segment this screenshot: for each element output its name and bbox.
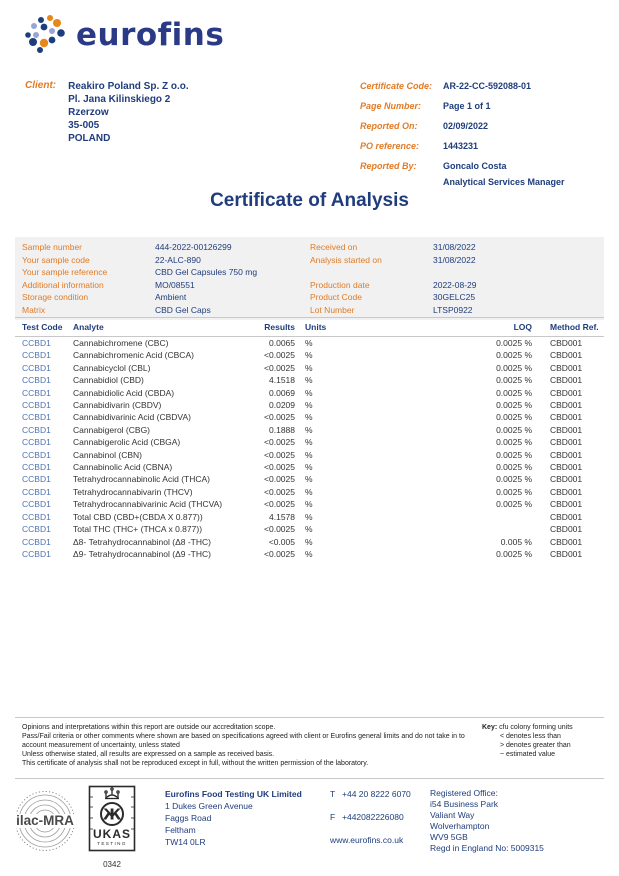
analyte-cell: Total THC (THC+ (THCA x 0.877)): [73, 524, 203, 535]
loq-cell: 0.005 %: [500, 536, 532, 547]
client-address-line: Reakiro Poland Sp. Z o.o.: [68, 81, 189, 92]
method-ref-cell: CBD001: [550, 449, 583, 460]
key-legend: [482, 723, 612, 759]
units-cell: %: [305, 462, 313, 473]
phone-number: +44 20 8222 6070: [342, 789, 411, 799]
meta-row: [360, 140, 600, 156]
laboratory-name: Eurofins Food Testing UK Limited: [165, 789, 302, 799]
test-code-cell: CCBD1: [22, 400, 51, 411]
method-ref-cell: CBD001: [550, 437, 583, 448]
test-code-cell: CCBD1: [22, 375, 51, 386]
result-cell: <0.0025: [264, 486, 295, 497]
sample-info-value: 30GELC25: [433, 292, 476, 302]
loq-cell: 0.0025 %: [496, 350, 532, 361]
footer: [0, 785, 619, 875]
sample-info-label: Analysis started on: [310, 254, 382, 265]
result-row: [15, 536, 604, 548]
units-cell: %: [305, 437, 313, 448]
meta-label: Reported On:: [360, 121, 418, 131]
analyte-cell: Cannabichromenic Acid (CBCA): [73, 350, 194, 361]
result-row: [15, 486, 604, 498]
result-cell: <0.0025: [264, 437, 295, 448]
ukas-accreditation-number: 0342: [103, 860, 121, 869]
registered-office-line: i54 Business Park: [430, 799, 499, 809]
meta-label: Page Number:: [360, 101, 422, 111]
loq-cell: 0.0025 %: [496, 486, 532, 497]
result-cell: 4.1578: [269, 511, 295, 522]
meta-row: [360, 160, 600, 188]
col-header-units: Units: [295, 318, 445, 337]
sample-info-row: [15, 304, 604, 317]
test-code-cell: CCBD1: [22, 424, 51, 435]
test-code-cell: CCBD1: [22, 449, 51, 460]
result-row: [15, 411, 604, 423]
key-first-line: cfu colony forming units: [499, 724, 573, 731]
sample-info-value: 444-2022-00126299: [155, 242, 232, 252]
result-cell: <0.0025: [264, 412, 295, 423]
test-code-cell: CCBD1: [22, 338, 51, 348]
sample-info-row: [15, 254, 604, 267]
method-ref-cell: CBD001: [550, 474, 583, 485]
col-header-analyte: Analyte: [73, 318, 243, 337]
result-cell: <0.0025: [264, 499, 295, 510]
key-line: ~ estimated value: [500, 751, 556, 758]
result-cell: 0.0069: [269, 387, 295, 398]
loq-cell: 0.0025 %: [496, 362, 532, 373]
sample-info-label: Your sample reference: [22, 267, 108, 277]
test-code-cell: CCBD1: [22, 387, 51, 398]
analyte-cell: Cannabidivarin (CBDV): [73, 400, 162, 411]
units-cell: %: [305, 524, 313, 535]
loq-cell: 0.0025 %: [496, 338, 532, 348]
result-cell: <0.0025: [264, 474, 295, 485]
disclaimer-line: This certificate of analysis shall not be reproduced except in full, without the written permission of the laboratory.: [22, 760, 369, 767]
laboratory-address-line: Faggs Road: [165, 813, 212, 823]
result-row: [15, 337, 604, 350]
sample-info-row: [15, 279, 604, 292]
analyte-cell: Cannabidivarinic Acid (CBDVA): [73, 412, 191, 423]
result-row: [15, 436, 604, 448]
key-label: Key:: [482, 724, 498, 731]
disclaimer-line: Pass/Fail criteria or other comments where shown are based on specifications agreed with client or Eurofins general limits and do not take in to account measurement of uncertainty, unless stated: [22, 733, 465, 749]
client-address-line: POLAND: [68, 133, 111, 144]
result-cell: 0.0209: [269, 400, 295, 411]
divider-top: [15, 717, 604, 718]
laboratory-address-line: TW14 0LR: [165, 837, 206, 847]
method-ref-cell: CBD001: [550, 536, 583, 547]
result-cell: <0.005: [268, 536, 295, 547]
method-ref-cell: CBD001: [550, 462, 583, 473]
sample-info-label: [310, 266, 433, 279]
result-row: [15, 387, 604, 399]
analyte-cell: Cannabichromene (CBC): [73, 338, 169, 348]
sample-info-label: Production date: [310, 279, 370, 290]
meta-label: Certificate Code:: [360, 81, 433, 91]
sample-info-label: Matrix: [22, 304, 46, 315]
result-row: [15, 449, 604, 461]
svg-text:UKAS: UKAS: [92, 827, 132, 841]
sample-info-value: 22-ALC-890: [155, 254, 201, 265]
registered-office-block: [430, 788, 544, 854]
result-row: [15, 511, 604, 523]
sample-info-label: Lot Number: [310, 304, 355, 315]
sample-info-label: Storage condition: [22, 292, 89, 302]
divider-bottom: [15, 778, 604, 779]
client-address-line: Rzerzow: [68, 107, 109, 118]
col-header-method: Method Ref.: [538, 318, 604, 337]
loq-cell: 0.0025 %: [496, 437, 532, 448]
analyte-cell: Cannabinolic Acid (CBNA): [73, 462, 173, 473]
units-cell: %: [305, 400, 313, 411]
loq-cell: 0.0025 %: [496, 387, 532, 398]
units-cell: %: [305, 362, 313, 373]
sample-info-label: Received on: [310, 242, 358, 252]
loq-cell: 0.0025 %: [496, 375, 532, 386]
result-cell: <0.0025: [264, 462, 295, 473]
sample-info-value: [433, 266, 604, 279]
report-meta: [360, 80, 600, 192]
sample-info-row: [15, 291, 604, 304]
analyte-cell: Cannabinol (CBN): [73, 449, 142, 460]
method-ref-cell: CBD001: [550, 375, 583, 386]
units-cell: %: [305, 511, 313, 522]
result-row: [15, 498, 604, 510]
registered-office-line: Regd in England No: 5009315: [430, 843, 544, 853]
sample-info-label: Sample number: [22, 242, 83, 252]
result-row: [15, 399, 604, 411]
result-row: [15, 374, 604, 386]
test-code-cell: CCBD1: [22, 437, 51, 448]
brand-wordmark: eurofins: [76, 17, 225, 53]
meta-value: 1443231: [443, 141, 479, 151]
client-address: [68, 80, 189, 145]
result-cell: <0.0025: [264, 548, 295, 559]
units-cell: %: [305, 424, 313, 435]
sample-info-value: 2022-08-29: [433, 279, 477, 290]
ukas-logo: [88, 785, 136, 869]
analyte-cell: Cannabicyclol (CBL): [73, 362, 151, 373]
sample-info-row: [15, 241, 604, 254]
analyte-cell: Tetrahydrocannabivarinic Acid (THCVA): [73, 499, 223, 510]
method-ref-cell: CBD001: [550, 524, 583, 535]
disclaimer-text: [22, 723, 474, 768]
meta-label: PO reference:: [360, 141, 420, 151]
analyte-cell: Cannabidiol (CBD): [73, 375, 144, 386]
units-cell: %: [305, 536, 313, 547]
test-code-cell: CCBD1: [22, 362, 51, 373]
sample-info-value: Ambient: [155, 292, 187, 302]
svg-text:TESTING: TESTING: [97, 841, 127, 846]
method-ref-cell: CBD001: [550, 499, 583, 510]
contact-block: [330, 788, 411, 857]
ilac-mra-logo: [13, 789, 77, 858]
col-header-loq: LOQ: [445, 318, 538, 337]
sample-info-value: CBD Gel Capsules 750 mg: [155, 267, 258, 277]
test-code-cell: CCBD1: [22, 548, 51, 559]
key-line: > denotes greater than: [500, 742, 571, 749]
units-cell: %: [305, 338, 313, 348]
results-table: [15, 317, 604, 560]
result-row: [15, 362, 604, 374]
units-cell: %: [305, 350, 313, 361]
units-cell: %: [305, 486, 313, 497]
analyte-cell: Tetrahydrocannabinolic Acid (THCA): [73, 474, 211, 485]
laboratory-address: [165, 788, 302, 848]
svg-text:ilac-MRA: ilac-MRA: [16, 813, 74, 828]
laboratory-address-line: Feltham: [165, 825, 196, 835]
analyte-cell: Tetrahydrocannabivarin (THCV): [73, 486, 193, 497]
sample-info-label: Additional information: [22, 279, 104, 290]
method-ref-cell: CBD001: [550, 548, 583, 559]
method-ref-cell: CBD001: [550, 387, 583, 398]
result-cell: <0.0025: [264, 524, 295, 535]
meta-row: [360, 120, 600, 136]
result-cell: <0.0025: [264, 362, 295, 373]
result-cell: 0.0065: [269, 338, 295, 348]
result-row: [15, 548, 604, 560]
registered-office-line: Valiant Way: [430, 810, 475, 820]
meta-value: AR-22-CC-592088-01: [443, 81, 532, 91]
method-ref-cell: CBD001: [550, 412, 583, 423]
loq-cell: 0.0025 %: [496, 474, 532, 485]
sample-info-panel: [15, 237, 604, 320]
key-line: < denotes less than: [500, 733, 561, 740]
meta-value-secondary: Analytical Services Manager: [443, 177, 565, 187]
test-code-cell: CCBD1: [22, 486, 51, 497]
test-code-cell: CCBD1: [22, 412, 51, 423]
fax-prefix: F: [330, 812, 336, 822]
col-header-results: Results: [243, 318, 295, 337]
method-ref-cell: CBD001: [550, 350, 583, 361]
sample-info-row: [15, 266, 604, 279]
col-header-test-code: Test Code: [15, 318, 73, 337]
meta-row: [360, 80, 600, 96]
meta-label: Reported By:: [360, 161, 417, 171]
client-address-line: 35-005: [68, 120, 100, 131]
client-block: [25, 80, 189, 145]
sample-info-value: MO/08551: [155, 279, 195, 290]
test-code-cell: CCBD1: [22, 524, 51, 535]
disclaimer-line: Unless otherwise stated, all results are expressed on a sample as received basis.: [22, 751, 275, 758]
svg-text:Ж: Ж: [102, 805, 122, 824]
meta-value: Page 1 of 1: [443, 101, 491, 111]
method-ref-cell: CBD001: [550, 338, 583, 348]
disclaimer-line: Opinions and interpretations within this report are outside our accreditation scope.: [22, 724, 276, 731]
result-row: [15, 461, 604, 473]
client-address-line: Pl. Jana Kilinskiego 2: [68, 94, 171, 105]
sample-info-label: Product Code: [310, 292, 362, 302]
results-header-row: [15, 318, 604, 337]
units-cell: %: [305, 375, 313, 386]
test-code-cell: CCBD1: [22, 350, 51, 361]
phone-prefix: T: [330, 789, 336, 799]
method-ref-cell: CBD001: [550, 362, 583, 373]
result-row: [15, 523, 604, 535]
analyte-cell: Total CBD (CBD+(CBDA X 0.877)): [73, 511, 203, 522]
laboratory-address-line: 1 Dukes Green Avenue: [165, 801, 253, 811]
result-cell: 0.1888: [269, 424, 295, 435]
registered-office-line: Wolverhampton: [430, 821, 490, 831]
analyte-cell: Δ9- Tetrahydrocannabinol (Δ9 -THC): [73, 548, 211, 559]
result-cell: 4.1518: [269, 375, 295, 386]
registered-office-line: Registered Office:: [430, 788, 498, 798]
units-cell: %: [305, 474, 313, 485]
result-cell: <0.0025: [264, 350, 295, 361]
website-link[interactable]: www.eurofins.co.uk: [330, 835, 404, 845]
result-row: [15, 424, 604, 436]
meta-value: Goncalo Costa: [443, 161, 507, 171]
analyte-cell: Cannabigerol (CBG): [73, 424, 151, 435]
test-code-cell: CCBD1: [22, 511, 51, 522]
test-code-cell: CCBD1: [22, 499, 51, 510]
loq-cell: 0.0025 %: [496, 424, 532, 435]
page-title: Certificate of Analysis: [210, 190, 409, 211]
result-row: [15, 349, 604, 361]
sample-info-value: 31/08/2022: [433, 242, 476, 252]
method-ref-cell: CBD001: [550, 400, 583, 411]
loq-cell: 0.0025 %: [496, 412, 532, 423]
sample-info-value: 31/08/2022: [433, 254, 476, 265]
eurofins-logo: [24, 12, 224, 58]
test-code-cell: CCBD1: [22, 474, 51, 485]
loq-cell: [445, 523, 538, 535]
method-ref-cell: CBD001: [550, 486, 583, 497]
loq-cell: 0.0025 %: [496, 499, 532, 510]
units-cell: %: [305, 449, 313, 460]
analyte-cell: Cannabigerolic Acid (CBGA): [73, 437, 181, 448]
result-cell: <0.0025: [264, 449, 295, 460]
method-ref-cell: CBD001: [550, 424, 583, 435]
sample-info-value: CBD Gel Caps: [155, 304, 211, 315]
analyte-cell: Δ8- Tetrahydrocannabinol (Δ8 -THC): [73, 536, 211, 547]
loq-cell: 0.0025 %: [496, 400, 532, 411]
analyte-cell: Cannabidiolic Acid (CBDA): [73, 387, 175, 398]
units-cell: %: [305, 412, 313, 423]
meta-value: 02/09/2022: [443, 121, 489, 131]
units-cell: %: [305, 387, 313, 398]
fax-number: +442082226080: [342, 812, 404, 822]
client-label: Client:: [25, 80, 57, 91]
test-code-cell: CCBD1: [22, 462, 51, 473]
loq-cell: 0.0025 %: [496, 449, 532, 460]
units-cell: %: [305, 499, 313, 510]
method-ref-cell: CBD001: [550, 511, 583, 522]
loq-cell: 0.0025 %: [496, 548, 532, 559]
meta-row: [360, 100, 600, 116]
units-cell: %: [305, 548, 313, 559]
registered-office-line: WV9 5GB: [430, 832, 468, 842]
loq-cell: 0.0025 %: [496, 462, 532, 473]
result-row: [15, 473, 604, 485]
sample-info-value: LTSP0922: [433, 304, 473, 315]
sample-info-label: Your sample code: [22, 254, 90, 265]
test-code-cell: CCBD1: [22, 536, 51, 547]
loq-cell: [445, 511, 538, 523]
eurofins-flower-icon: [24, 12, 68, 58]
